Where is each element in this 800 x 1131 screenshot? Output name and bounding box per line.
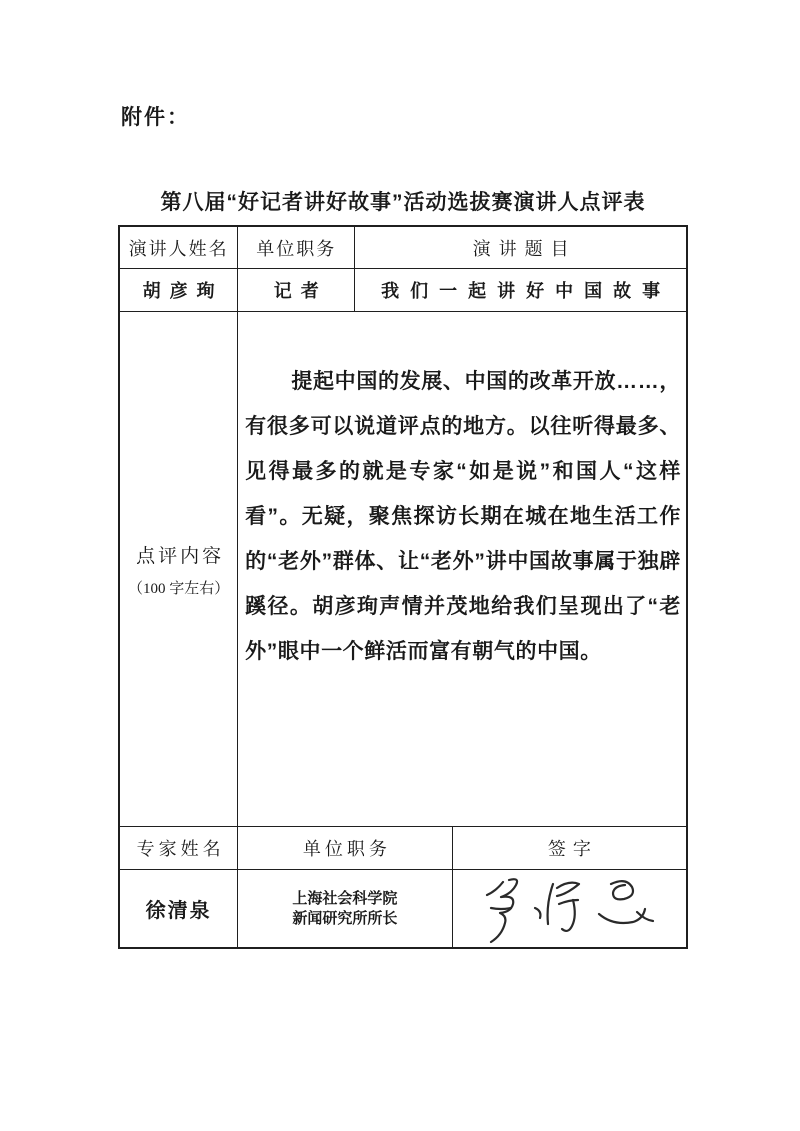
expert-unit-line1: 上海社会科学院 <box>292 889 398 907</box>
document-title: 第八届“好记者讲好故事”活动选拔赛演讲人点评表 <box>160 191 646 214</box>
expert-header-row <box>120 827 686 870</box>
signature-xu-qing-quan-drawing <box>469 874 669 944</box>
header-cell-unit-position <box>238 227 355 269</box>
header-cell-speech-title <box>355 227 686 269</box>
expert-unit-cell <box>238 870 452 947</box>
review-content-cell <box>238 312 686 827</box>
speaker-row <box>120 269 686 312</box>
expert-signature-cell <box>453 870 686 947</box>
speaker-position-value: 记者 <box>273 281 328 301</box>
review-word-limit-note: （100 字左右） <box>127 580 230 597</box>
handwritten-signature <box>453 870 686 947</box>
expert-row <box>120 870 686 947</box>
expert-name-value: 徐清泉 <box>145 900 212 922</box>
speech-title-value: 我们一起讲好中国故事 <box>381 281 672 301</box>
header-speaker-name-label: 演讲人姓名 <box>128 238 229 259</box>
review-content-text: 提起中国的发展、中国的改革开放……，有很多可以说道评点的地方。以往听得最多、见得最多的就是专家“如是说”和国人“这样看”。无疑，聚焦探访长期在城在地生活工作的“老外”群体、让“老外”讲中国故事属于独辟蹊径。胡彦珣声情并茂地给我们呈现出了“老外”眼中一个鲜活而富有朝气的中国。 <box>245 370 681 663</box>
header-cell-speaker-name <box>120 227 238 269</box>
expert-header-signature-label: 签字 <box>547 839 598 859</box>
expert-header-signature-cell <box>453 827 686 870</box>
expert-header-name-label: 专家姓名 <box>136 839 225 859</box>
speaker-name-cell <box>120 269 238 312</box>
speaker-position-cell <box>238 269 355 312</box>
expert-header-unit-cell <box>238 827 452 870</box>
attachment-label: 附件： <box>121 105 190 129</box>
table-header-row <box>120 227 686 269</box>
expert-unit-line2: 新闻研究所所长 <box>292 909 398 927</box>
expert-name-cell <box>120 870 238 947</box>
speech-title-cell <box>355 269 686 312</box>
review-table <box>118 225 688 949</box>
review-label-cell <box>120 312 238 827</box>
expert-header-unit-label: 单位职务 <box>302 839 391 859</box>
review-row <box>120 312 686 827</box>
review-label: 点评内容 <box>136 545 225 567</box>
speaker-name-value: 胡彦珣 <box>142 281 224 301</box>
header-unit-position-label: 单位职务 <box>256 238 337 259</box>
header-speech-title-label: 演讲题目 <box>472 238 577 259</box>
expert-header-name-cell <box>120 827 238 870</box>
